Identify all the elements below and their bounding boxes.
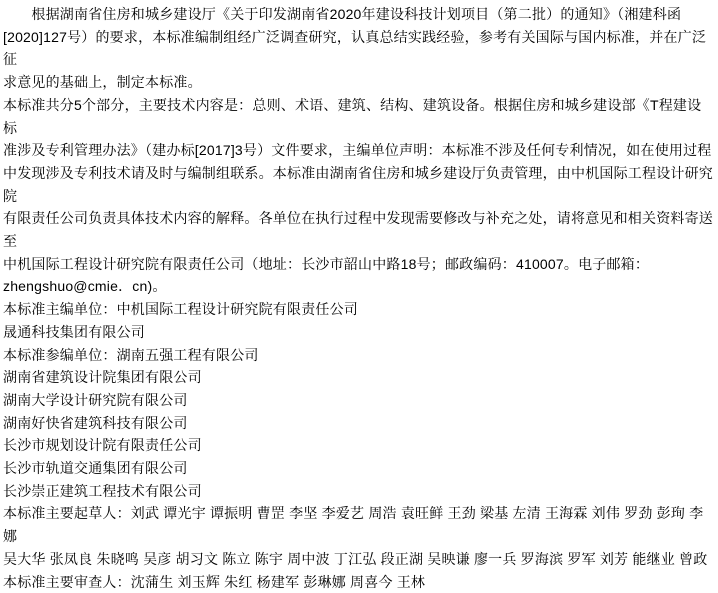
participating-unit-7: 长沙崇正建筑工程技术有限公司 [3,482,202,499]
preamble-line-4: 本标准共分5个部分，主要技术内容是：总则、术语、建筑、结构、建筑设备。根据住房和城乡建设部《T程建设标 [3,96,702,136]
participating-unit-5: 长沙市规划设计院有限责任公司 [3,437,202,454]
email-line: zhengshuo@cmie．cn)。 [3,278,167,295]
preamble-line-1: 根据湖南省住房和城乡建设厅《关于印发湖南省2020年建设科技计划项目（第二批）的通知》（湘建科函 [3,6,682,22]
drafters-line-2: 吴大华 张凤良 朱晓鸣 吴彦 胡习文 陈立 陈宇 周中波 丁江弘 段正湖 吴映谦 廖一兵 罗海滨 罗军 刘芳 能继业 曾政 [3,550,708,567]
participating-unit-3: 湖南大学设计研究院有限公司 [3,391,188,408]
participating-unit-1: 本标准参编单位：湖南五强工程有限公司 [3,346,259,363]
preamble-line-7: 有限责任公司负责具体技术内容的解释。各单位在执行过程中发现需要修改与补充之处，请将意见和相关资料寄送至 [3,210,713,250]
preamble-line-6: 中发现涉及专利技术请及时与编制组联系。本标准由湖南省住房和城乡建设厅负责管理，由中机国际工程设计研究院 [3,164,713,204]
participating-unit-4: 湖南好快省建筑科技有限公司 [3,414,188,431]
preamble-line-5: 准涉及专利管理办法》（建办标[2017]3号）文件要求，主编单位声明：本标准不涉及任何专利情况，如在使用过程 [3,142,712,159]
participating-unit-6: 长沙市轨道交通集团有限公司 [3,460,188,477]
reviewers-line: 本标准主要审查人：沈蒲生 刘玉辉 朱红 杨建军 彭琳娜 周喜今 王林 [3,573,426,590]
preamble-line-2: [2020]127号）的要求，本标准编制组经广泛调查研究，认真总结实践经验，参考有关国际与国内标准，并在广泛征 [3,28,707,68]
drafters-line-1: 本标准主要起草人：刘武 谭光宇 谭振明 曹罡 李坚 李爱艺 周浩 袁旺鲜 王劲 梁基 左清 王海霖 刘伟 罗劲 彭珣 李娜 [3,505,704,545]
preamble-line-3: 求意见的基础上，制定本标准。 [3,74,202,91]
chief-editor-unit-line: 本标准主编单位：中机国际工程设计研究院有限责任公司 [3,301,358,318]
participating-unit-2: 湖南省建筑设计院集团有限公司 [3,369,202,386]
chief-editor-unit-2: 晟通科技集团有限公司 [3,323,145,340]
preamble-line-8: 中机国际工程设计研究院有限责任公司（地址：长沙市韶山中路18号；邮政编码：410007。电子邮箱： [3,255,650,272]
